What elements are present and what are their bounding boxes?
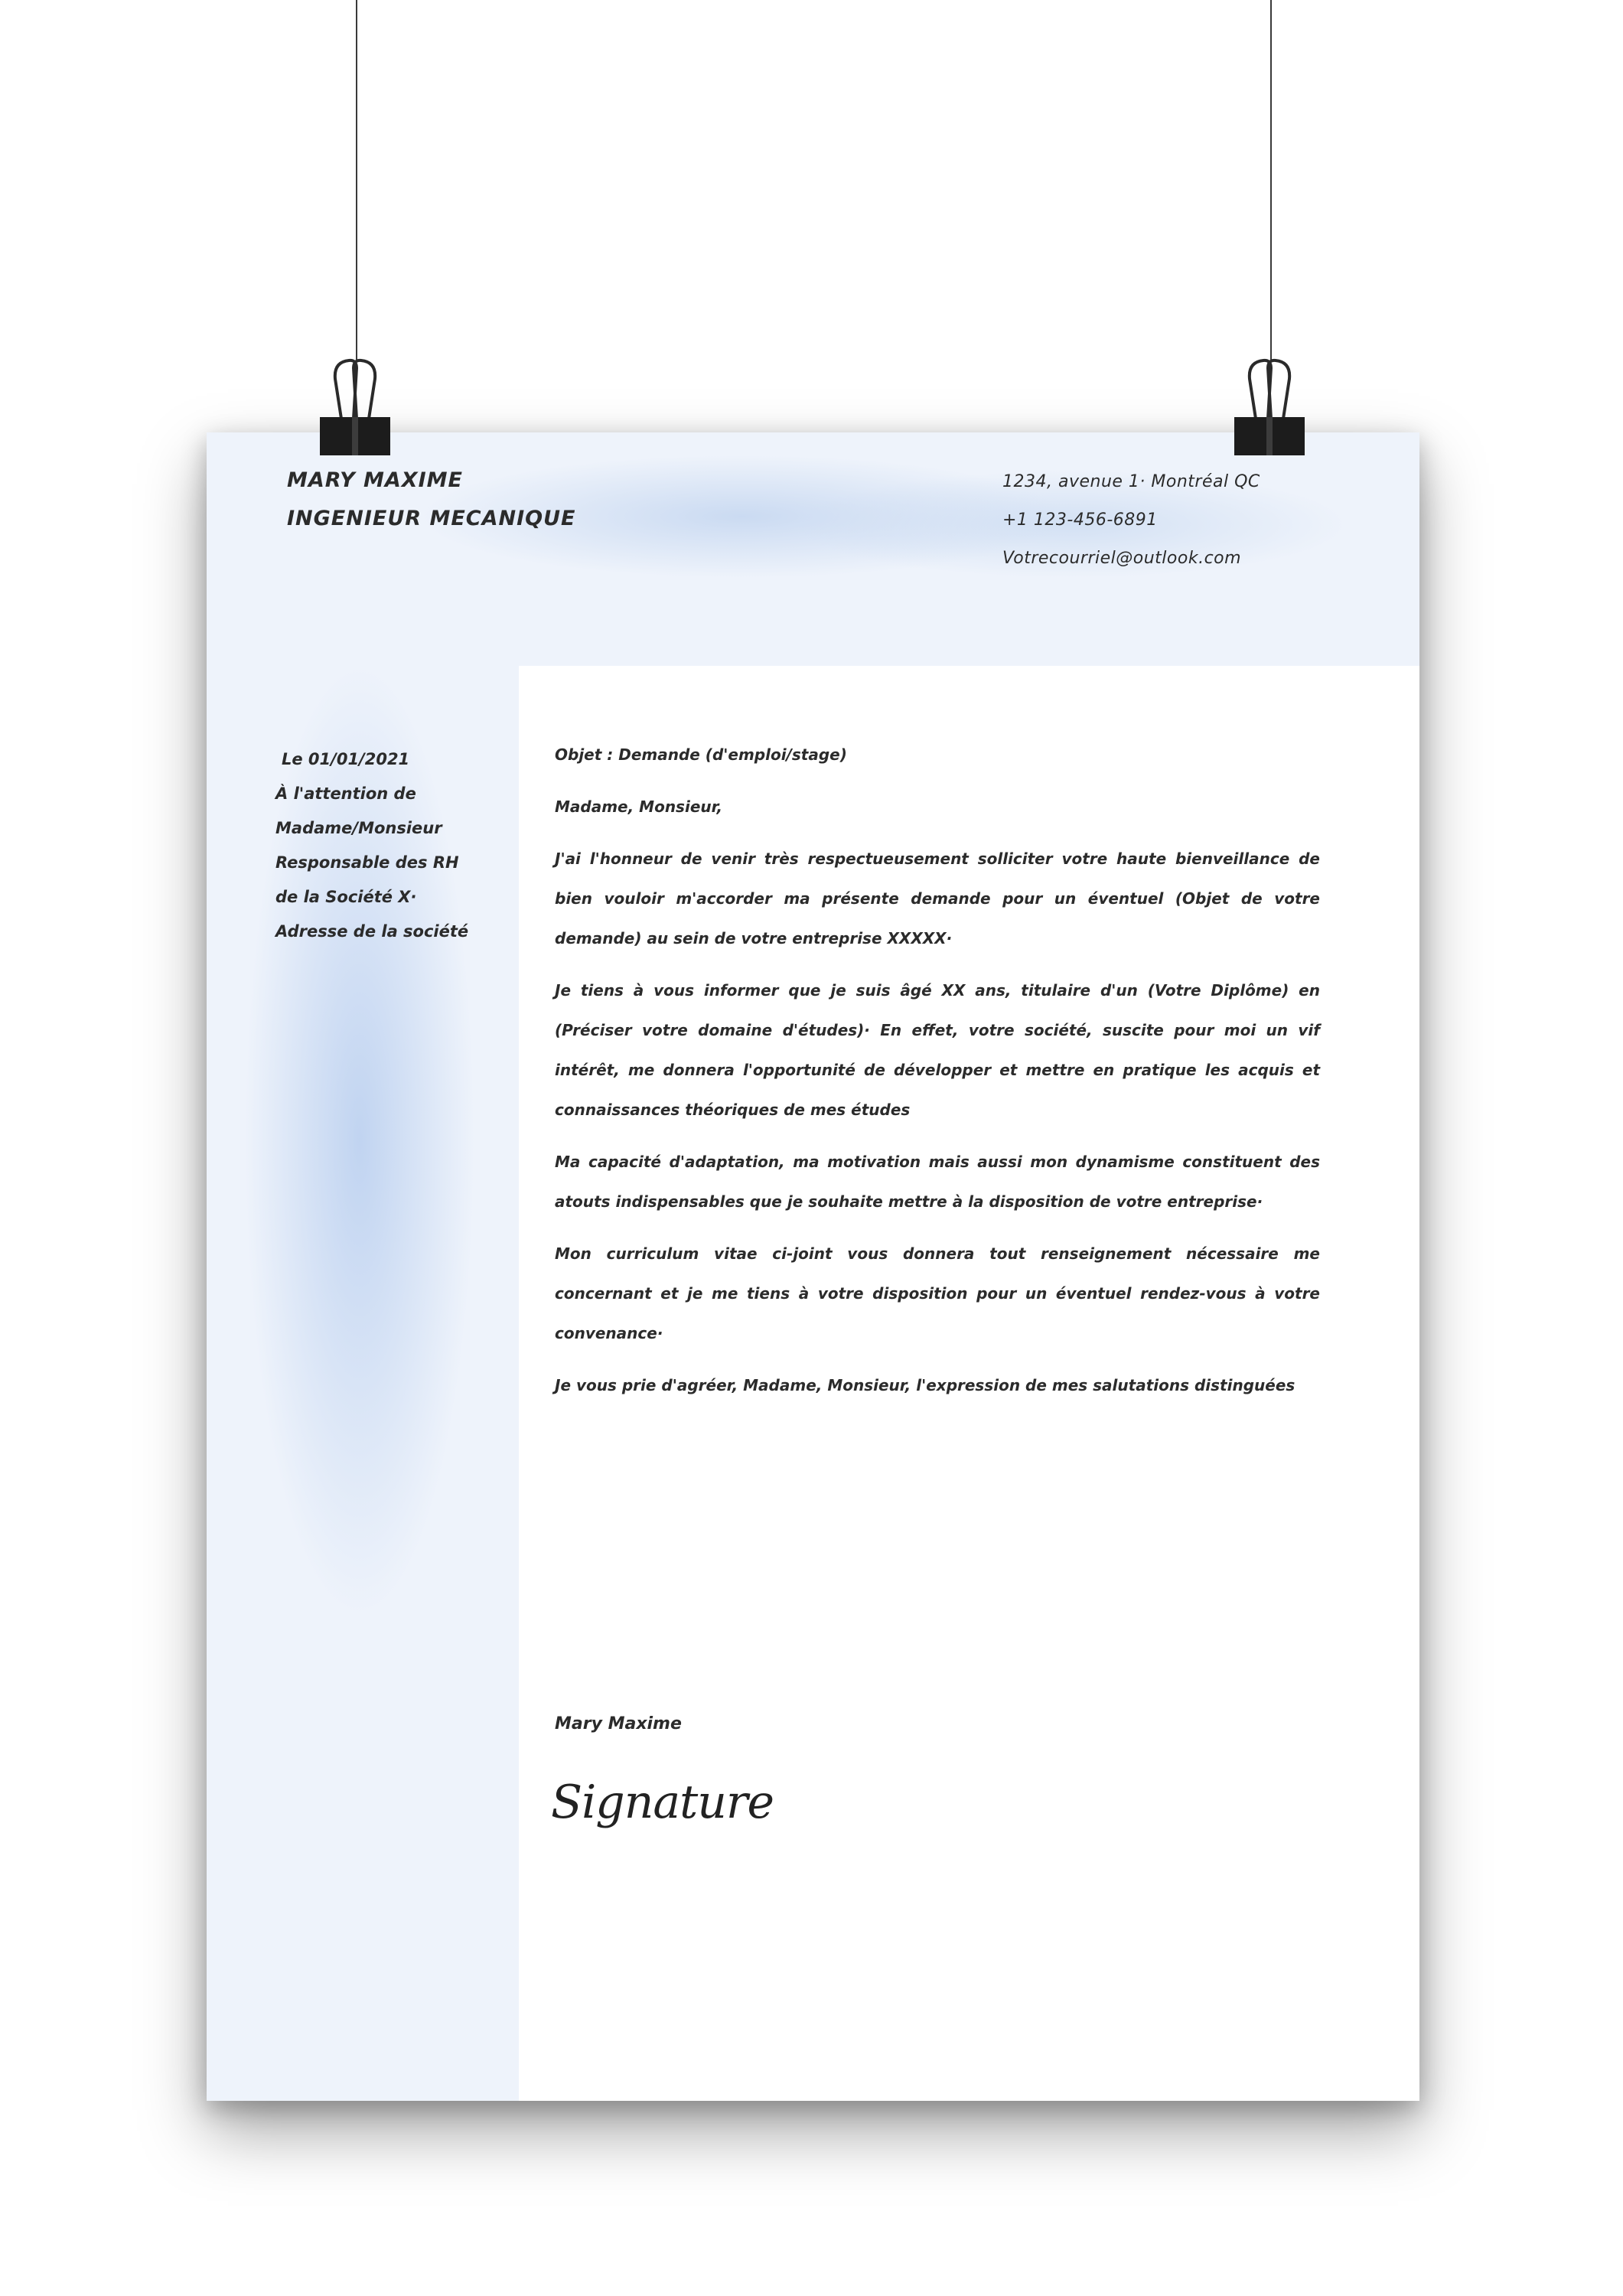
binder-clip-right-icon — [1233, 348, 1306, 455]
letter-date: Le 01/01/2021 — [282, 750, 410, 768]
header-identity — [287, 461, 575, 538]
letter-sheet — [207, 432, 1419, 2101]
header-contact — [1002, 463, 1260, 578]
letter-salutation: Madame, Monsieur, — [555, 797, 723, 816]
letter-paragraph: Ma capacité d'adaptation, ma motivation mais aussi mon dynamisme constituent des atouts indispensables que je souhaite mettre à la disposition de votre entreprise· — [555, 1153, 1320, 1211]
closing-name: Mary Maxime — [555, 1714, 682, 1733]
contact-address: 1234, avenue 1· Montréal QC — [1002, 472, 1260, 491]
signature: Signature — [551, 1776, 774, 1829]
recipient-block — [275, 742, 490, 949]
applicant-name: MARY MAXIME — [287, 468, 463, 492]
recipient-line: Adresse de la société — [275, 922, 469, 941]
hanging-string-right — [1270, 0, 1272, 360]
recipient-line: Madame/Monsieur — [275, 819, 442, 837]
recipient-line: de la Société X· — [275, 888, 417, 906]
recipient-line: À l'attention de — [275, 784, 416, 803]
binder-clip-left-icon — [318, 348, 392, 455]
letter-paragraph: Je tiens à vous informer que je suis âgé XX ans, titulaire d'un (Votre Diplôme) en (Préciser votre domaine d'études)· En effet, votre société, suscite pour moi un vif intérêt, me donnera l'opportunité de développer et mettre en pratique les acquis et connaissances théoriques de mes études — [555, 981, 1320, 1119]
contact-phone: +1 123-456-6891 — [1002, 510, 1158, 530]
letter-paragraph: Mon curriculum vitae ci-joint vous donnera tout renseignement nécessaire me concernant et je me tiens à votre disposition pour un éventuel rendez-vous à votre convenance· — [555, 1244, 1320, 1342]
letter-paragraph: J'ai l'honneur de venir très respectueusement solliciter votre haute bienveillance de bien vouloir m'accorder ma présente demande pour un éventuel (Objet de votre demande) au sein de votre entreprise XXXXX· — [555, 850, 1320, 947]
letter-body — [555, 735, 1320, 1417]
recipient-line: Responsable des RH — [275, 853, 459, 872]
letter-subject: Objet : Demande (d'emploi/stage) — [555, 745, 847, 764]
contact-email: Votrecourriel@outlook.com — [1002, 549, 1242, 568]
applicant-job-title: INGENIEUR MECANIQUE — [287, 507, 576, 530]
hanging-string-left — [356, 0, 357, 360]
letter-paragraph: Je vous prie d'agréer, Madame, Monsieur, l'expression de mes salutations distinguées — [555, 1376, 1295, 1394]
